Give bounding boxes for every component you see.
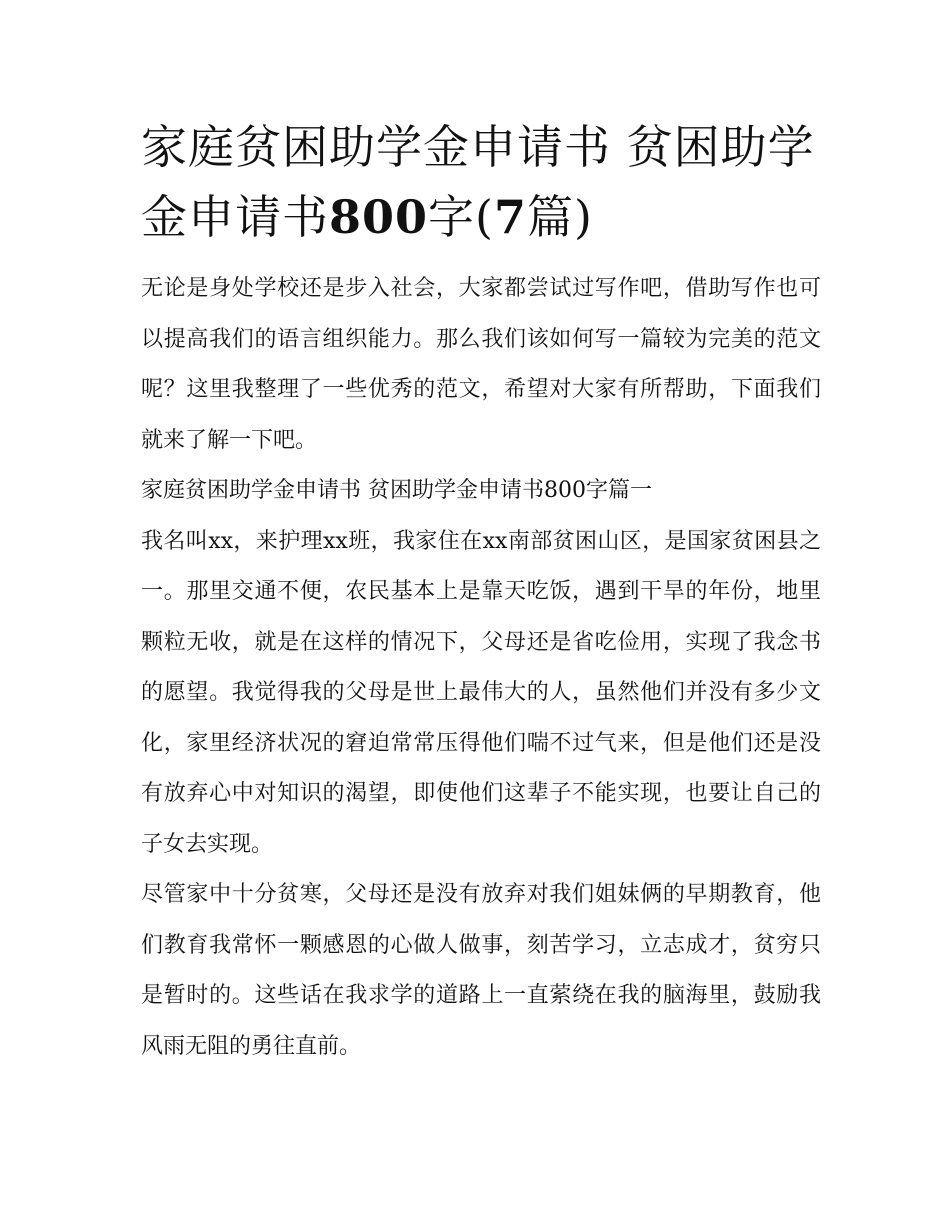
- section-heading: 家庭贫困助学金申请书 贫困助学金申请书800字篇一: [141, 478, 652, 503]
- intro-paragraph: 无论是身处学校还是步入社会，大家都尝试过写作吧，借助写作也可以提高我们的语言组织能力。那么我们该如何写一篇较为完美的范文呢？这里我整理了一些优秀的范文，希望对大家有所帮助，下面我们就来了解一下吧。: [141, 276, 821, 453]
- title-count: 7: [493, 190, 527, 244]
- document-title: [141, 112, 821, 252]
- title-text-suffix: 篇): [527, 190, 593, 244]
- document-page: [141, 112, 821, 1072]
- body-paragraph: 尽管家中十分贫寒，父母还是没有放弃对我们姐妹俩的早期教育，他们教育我常怀一颗感恩的心做人做事，刻苦学习，立志成才，贫穷只是暂时的。这些话在我求学的道路上一直萦绕在我的脑海里，鼓励我风雨无阻的勇往直前。: [141, 882, 821, 1059]
- body-paragraph: 我名叫xx，来护理xx班，我家住在xx南部贫困山区，是国家贫困县之一。那里交通不便，农民基本上是靠天吃饭，遇到干旱的年份，地里颗粒无收，就是在这样的情况下，父母还是省吃俭用，实现了我念书的愿望。我觉得我的父母是世上最伟大的人，虽然他们并没有多少文化，家里经济状况的窘迫常常压得他们喘不过气来，但是他们还是没有放弃心中对知识的渴望，即使他们这辈子不能实现，也要让自己的子女去实现。: [141, 528, 821, 857]
- title-text: 家庭贫困助学金申请书 贫困助学金申请书: [141, 120, 815, 244]
- title-text-mid: 字(: [428, 190, 494, 244]
- title-number: 800: [329, 190, 429, 244]
